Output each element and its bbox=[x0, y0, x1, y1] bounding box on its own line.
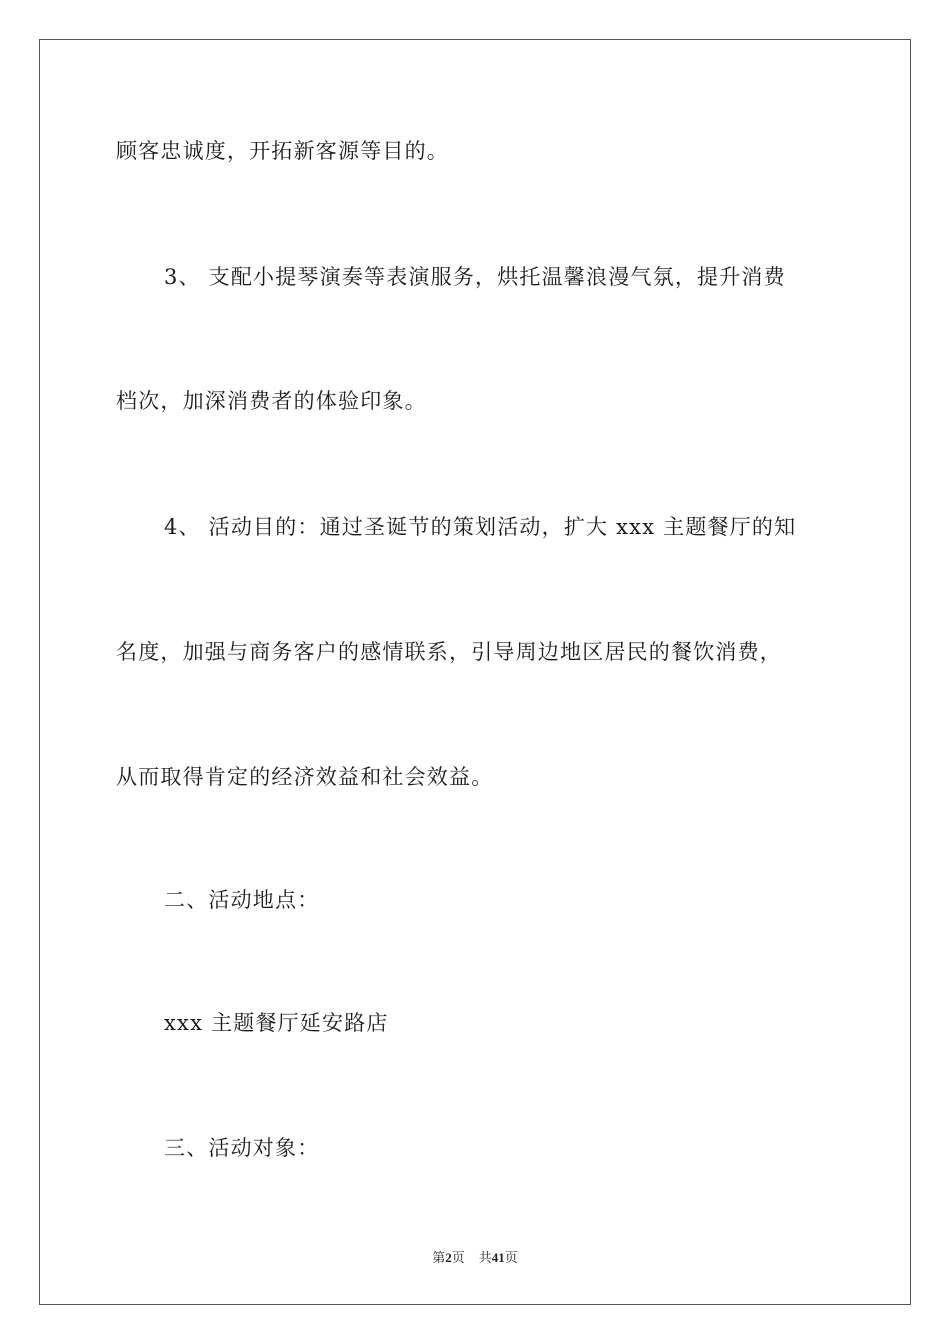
page-footer bbox=[0, 1249, 950, 1267]
section-heading-audience: 三、活动对象： bbox=[164, 1136, 320, 1160]
footer-total-prefix: 共 bbox=[478, 1250, 492, 1265]
body-text-line: 顾客忠诚度，开拓新客源等目的。 bbox=[116, 139, 449, 163]
body-text-line: 档次，加深消费者的体验印象。 bbox=[116, 389, 427, 413]
body-text-line: 名度，加强与商务客户的感情联系，引导周边地区居民的餐饮消费， bbox=[116, 640, 782, 664]
list-item-4: 4、 活动目的：通过圣诞节的策划活动，扩大 xxx 主题餐厅的知 bbox=[164, 515, 797, 539]
footer-page-suffix: 页 bbox=[451, 1250, 465, 1265]
page-border bbox=[39, 39, 911, 1305]
footer-total-suffix: 页 bbox=[504, 1250, 518, 1265]
current-page-number: 2 bbox=[445, 1250, 452, 1265]
section-heading-location: 二、活动地点： bbox=[164, 888, 320, 912]
footer-page-prefix: 第 bbox=[432, 1250, 446, 1265]
location-text: xxx 主题餐厅延安路店 bbox=[164, 1011, 389, 1035]
body-text-line: 从而取得肯定的经济效益和社会效益。 bbox=[116, 765, 494, 789]
total-page-count: 41 bbox=[491, 1250, 505, 1265]
list-item-3: 3、 支配小提琴演奏等表演服务，烘托温馨浪漫气氛，提升消费 bbox=[164, 265, 786, 289]
